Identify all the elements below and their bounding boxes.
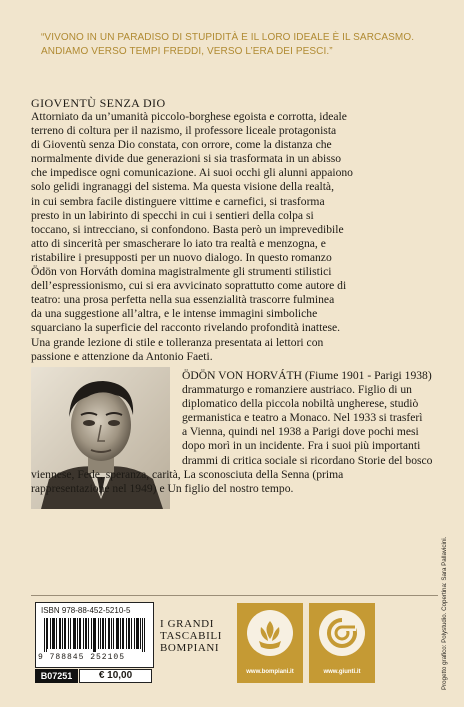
- barcode-bar: [108, 618, 109, 649]
- bompiani-logo: [237, 603, 303, 683]
- description-line: passione e attenzione da Antonio Faeti.: [31, 349, 213, 363]
- pull-quote-line: “VIVONO IN UN PARADISO DI STUPIDITÀ E IL LORO IDEALE È IL SARCASMO.: [41, 32, 415, 43]
- author-bio-line: drammaturgo e romanziere austriaco. Figlio di un: [182, 383, 412, 397]
- barcode-bar: [136, 618, 137, 649]
- barcode-digits: 9 788845 252105: [38, 653, 126, 662]
- description-line: Ödön von Horváth domina magistralmente gli strumenti stilistici: [31, 265, 332, 279]
- barcode-bar: [50, 618, 51, 649]
- barcode-bar: [111, 618, 112, 649]
- book-title: GIOVENTÙ SENZA DIO: [31, 96, 166, 110]
- barcode-bar: [129, 618, 130, 649]
- description-line: atto di sincerità per smascherare lo iato tra realtà e menzogna, e: [31, 236, 326, 250]
- description-line: presto in un labirinto di specchi in cui i sentieri della colpa si: [31, 208, 314, 222]
- barcode-bar: [68, 618, 69, 649]
- barcode-bar: [44, 618, 45, 652]
- description-line: di Gioventù senza Dio constata, con orrore, come la distanza che: [31, 138, 332, 152]
- barcode-bar: [88, 618, 89, 649]
- design-credits: [441, 500, 453, 690]
- giunti-logo-icon: [309, 603, 375, 669]
- barcode-bar: [54, 618, 55, 649]
- description-line: Una grande lezione di stile e tolleranza presentata ai lettori con: [31, 335, 324, 349]
- barcode-bar: [65, 618, 66, 649]
- author-bio-line: germanistica e teatro a Monaco. Nel 1933 si trasferì: [182, 411, 423, 425]
- barcode-bar: [123, 618, 124, 649]
- description-line: squarciano la superficie del racconto rivelando profondità inattese.: [31, 321, 341, 335]
- description-line: toccano, si intrecciano, si confondono. Basta però un imprevedibile: [31, 222, 344, 236]
- pull-quote: [41, 31, 421, 59]
- barcode-bar: [113, 618, 114, 649]
- barcode-bar: [144, 618, 145, 652]
- author-bio-line: rappresentazione nel 1949) e Un figlio del nostro tempo.: [31, 482, 294, 496]
- barcode-bar: [75, 618, 76, 649]
- barcode-bar: [117, 618, 118, 649]
- barcode-bar: [134, 618, 135, 649]
- series-line: TASCABILI: [160, 630, 222, 642]
- barcode-bar: [103, 618, 104, 649]
- barcode-bar: [118, 618, 119, 649]
- book-description: [31, 110, 438, 364]
- barcode-bar: [116, 618, 117, 649]
- barcode-bar: [98, 618, 99, 649]
- barcode-bar: [93, 618, 94, 652]
- description-line: ristabilire i presupposti per un nuovo dialogo. In questo romanzo: [31, 250, 332, 264]
- barcode-bar: [102, 618, 103, 649]
- barcode-bar: [46, 618, 47, 652]
- barcode-bar: [59, 618, 60, 649]
- bompiani-logo-icon: [237, 603, 303, 669]
- barcode-bar: [140, 618, 141, 649]
- barcode-bar: [86, 618, 87, 649]
- author-bio-line: ÖDÖN VON HORVÁTH (Fiume 1901 - Parigi 1938): [182, 369, 432, 382]
- barcode-bar: [109, 618, 110, 649]
- barcode-bar: [105, 618, 106, 649]
- barcode-bar: [83, 618, 84, 649]
- author-bio-line: dopo morì in un incidente. Fra i suoi più importanti: [182, 439, 421, 453]
- series-line: I GRANDI: [160, 618, 214, 630]
- description-line: in cui sembra facile distinguere vittime e carnefici, si trasforma: [31, 194, 325, 208]
- barcode-bar: [100, 618, 101, 649]
- author-bio-line: diplomatico della piccola nobiltà ungherese, studiò: [182, 397, 419, 411]
- giunti-url: www.giunti.it: [323, 669, 361, 675]
- description-line: normalmente divide due generazioni si sia trasformata in un abisso: [31, 152, 342, 166]
- barcode-bar: [85, 618, 86, 649]
- pull-quote-line: ANDIAMO VERSO TEMPI FREDDI, VERSO L’ERA DEI PESCI.”: [41, 46, 333, 57]
- description-line: dell’espressionismo, cui si era avvicinato soprattutto come autore di: [31, 279, 347, 293]
- price: € 10,00: [79, 669, 152, 683]
- barcode-bar: [74, 618, 75, 649]
- barcode-bar: [138, 618, 139, 649]
- barcode-bar: [56, 618, 57, 649]
- bompiani-url: www.bompiani.it: [246, 669, 294, 675]
- barcode-bar: [73, 618, 74, 649]
- description-line: terreno di coltura per il nazismo, il professore liceale protagonista: [31, 124, 337, 138]
- barcode-bar: [64, 618, 65, 649]
- barcode-bar: [79, 618, 80, 649]
- barcode-bar: [137, 618, 138, 649]
- divider: [31, 595, 438, 596]
- barcode-bar: [80, 618, 81, 649]
- barcode-bar: [131, 618, 132, 649]
- series-line: BOMPIANI: [160, 642, 220, 654]
- author-bio: [182, 369, 452, 454]
- barcode-bar: [77, 618, 78, 649]
- barcode-bar: [53, 618, 54, 649]
- barcode-bar: [62, 618, 63, 649]
- barcode-bar: [60, 618, 61, 649]
- barcode-bar: [122, 618, 123, 649]
- barcode-bar: [142, 618, 143, 652]
- isbn: ISBN 978-88-452-5210-5: [41, 606, 131, 615]
- description-line: da una suggestione all’altra, e le intense immagini simboliche: [31, 307, 318, 321]
- barcode-bar: [91, 618, 92, 649]
- barcode-bars: [44, 618, 145, 652]
- barcode-bar: [94, 618, 95, 652]
- barcode-bar: [95, 618, 96, 652]
- barcode-bar: [126, 618, 127, 649]
- barcode: [35, 602, 154, 668]
- series-name: [160, 618, 226, 654]
- author-bio-line: a Vienna, quindi nel 1938 a Parigi dove pochi mesi: [182, 425, 419, 439]
- barcode-bar: [47, 618, 48, 649]
- author-bio-line: drammi di critica sociale si ricordano Storie del bosco: [182, 454, 433, 467]
- design-credits-text: Progetto grafico: Polystudio. Copertina: Sara Pallavicini.: [441, 536, 448, 690]
- author-bio-continued: [31, 454, 433, 496]
- barcode-bar: [128, 618, 129, 649]
- description-line: solo gelidi ingranaggi del sistema. Ma questa visione della realtà,: [31, 180, 334, 194]
- author-bio-line: viennese, Fede, speranza, carità, La sconosciuta della Senna (prima: [31, 468, 344, 482]
- barcode-bar: [52, 618, 53, 649]
- description-line: teatro: una prosa perfetta nella sua essenzialità trascorre fulminea: [31, 293, 335, 307]
- product-code: B07251: [35, 669, 78, 683]
- barcode-bar: [120, 618, 121, 649]
- description-line: Attorniato da un’umanità piccolo-borghese egoista e corrotta, ideale: [31, 110, 347, 123]
- giunti-logo: [309, 603, 375, 683]
- barcode-bar: [70, 618, 71, 649]
- description-line: che impedisce ogni comunicazione. Ai suoi occhi gli alunni appaiono: [31, 166, 353, 180]
